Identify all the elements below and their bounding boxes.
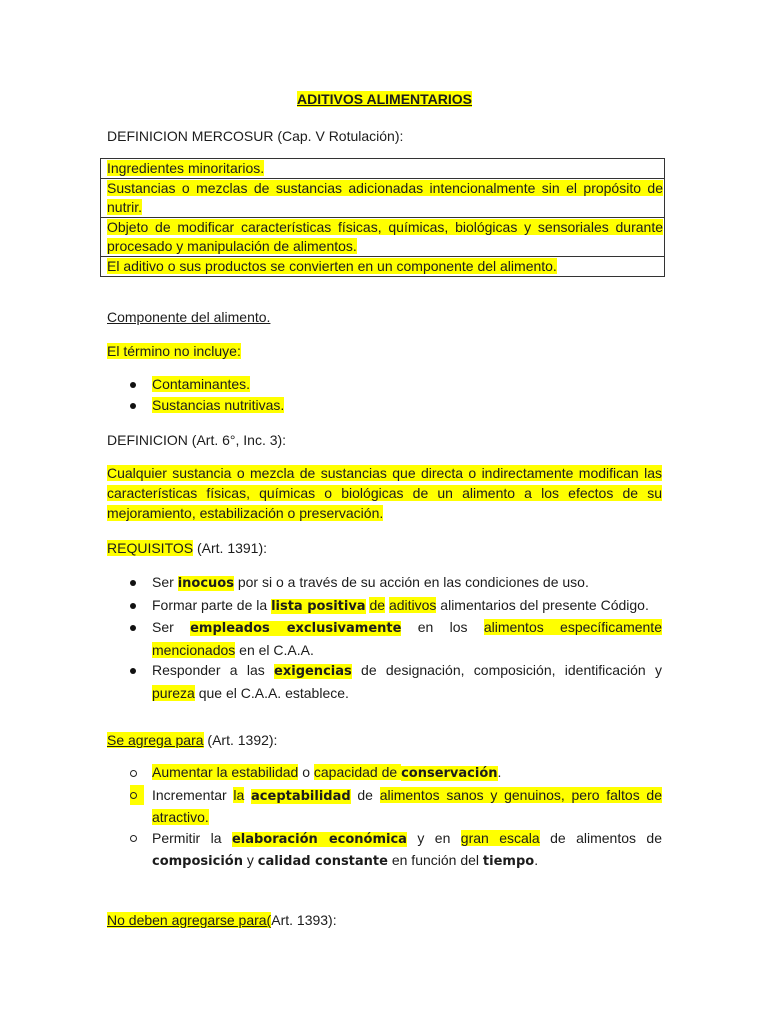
definition-art6-heading: DEFINICION (Art. 6°, Inc. 3): <box>107 432 287 448</box>
document-title <box>107 91 662 107</box>
table-cell: Ingredientes minoritarios. <box>107 160 265 176</box>
no-incluye-heading <box>107 341 241 361</box>
document-title-text: ADITIVOS ALIMENTARIOS <box>297 91 472 107</box>
list-item <box>107 785 662 828</box>
text-run: Aumentar la estabilidad <box>152 764 299 780</box>
list-item-text: Contaminantes. <box>152 376 251 392</box>
text-run: Incrementar <box>152 786 234 803</box>
requisitos-label: REQUISITOS <box>107 540 194 556</box>
text-run: Formar parte de la <box>152 596 272 613</box>
list-item <box>107 617 662 660</box>
text-run: . <box>497 764 502 780</box>
text-run: lista positiva <box>271 598 366 614</box>
text-run: inocuos <box>177 576 234 591</box>
text-run: de designación, composición, identificación y <box>351 662 662 678</box>
definition-table <box>100 158 665 277</box>
text-run: tiempo <box>482 854 535 869</box>
list-item <box>107 395 662 416</box>
text-run: y en <box>406 829 461 846</box>
text-run: gran escala <box>460 829 540 846</box>
list-item <box>107 374 662 395</box>
se-agrega-list <box>107 762 662 873</box>
text-run: . <box>534 852 539 868</box>
list-item-text: Sustancias nutritivas. <box>152 396 285 413</box>
text-run: en función del <box>387 852 483 868</box>
bullet-icon <box>130 595 144 616</box>
table-cell: Objeto de modificar características físicas, químicas, biológicas y sensoriales durante procesado y manipulación de alimentos. <box>107 219 663 254</box>
list-item <box>107 660 662 703</box>
text-run: Ser <box>152 619 191 635</box>
text-run: de <box>350 786 380 803</box>
no-deben-ref: Art. 1393): <box>271 912 337 928</box>
text-run: que el C.A.A. establece. <box>194 684 349 701</box>
text-run: empleados exclusivamente <box>190 621 402 636</box>
bullet-icon <box>130 572 144 593</box>
text-run: calidad constante <box>257 854 388 869</box>
text-run: capacidad de <box>313 764 402 780</box>
text-run: alimentos sanos y genuinos, pero faltos de atractivo. <box>152 786 662 825</box>
list-item <box>107 828 662 873</box>
text-run: de <box>369 596 386 613</box>
definition-mercosur-heading: DEFINICION MERCOSUR (Cap. V Rotulación): <box>107 128 404 144</box>
definition-art6-text: Cualquier sustancia o mezcla de sustancias que directa o indirectamente modifican las características físicas, químicas o biológicas de un alimento a los efectos de su mejoramiento, estabilización o preservación. <box>107 465 662 521</box>
text-run: de alimentos de <box>539 829 662 846</box>
bullet-icon <box>130 660 144 681</box>
table-cell: Sustancias o mezclas de sustancias adicionadas intencionalmente sin el propósito de nutrir. <box>107 180 663 215</box>
circle-bullet-icon <box>130 828 144 849</box>
list-item <box>107 572 662 595</box>
text-run: aditivos <box>388 596 437 613</box>
se-agrega-ref: (Art. 1392): <box>203 732 278 748</box>
text-run: exigencias <box>274 664 352 679</box>
text-run: en los <box>401 619 484 635</box>
text-run: pureza <box>152 684 195 701</box>
table-row <box>101 257 664 277</box>
bullet-icon <box>130 395 144 416</box>
componente-heading <box>107 307 270 327</box>
circle-bullet-icon <box>130 762 144 783</box>
text-run: en el C.A.A. <box>235 641 314 658</box>
requisitos-heading <box>107 538 267 558</box>
text-run: Permitir la <box>152 829 232 846</box>
table-row <box>101 159 664 179</box>
table-row <box>101 218 664 257</box>
circle-bullet-icon <box>130 785 144 806</box>
no-deben-label: No deben agregarse para( <box>107 912 272 928</box>
text-run: o <box>298 764 314 780</box>
text-run: conservación <box>401 766 498 781</box>
list-item <box>107 762 662 785</box>
no-deben-heading <box>107 910 337 930</box>
text-run: aceptabilidad <box>251 788 351 804</box>
componente-text: Componente del alimento. <box>107 309 271 325</box>
list-item <box>107 595 662 618</box>
requisitos-ref: (Art. 1391): <box>193 540 268 556</box>
excluded-list <box>107 374 662 415</box>
text-run: y <box>242 852 258 868</box>
bullet-icon <box>130 374 144 395</box>
text-run: elaboración económica <box>231 831 407 847</box>
text-run: la <box>233 786 245 803</box>
text-run: Responder a las <box>152 662 275 678</box>
se-agrega-heading <box>107 730 277 750</box>
text-run: Ser <box>152 574 178 590</box>
table-cell: El aditivo o sus productos se convierten en un componente del alimento. <box>107 258 557 274</box>
table-row <box>101 179 664 218</box>
text-run: por si o a través de su acción en las condiciones de uso. <box>233 574 589 590</box>
text-run: alimentos específicamente mencionados <box>152 619 662 658</box>
text-run: alimentarios del presente Código. <box>436 596 649 613</box>
definition-art6-paragraph <box>107 463 662 523</box>
text-run: composición <box>152 854 243 869</box>
requisitos-list <box>107 572 662 703</box>
bullet-icon <box>130 617 144 638</box>
no-incluye-text: El término no incluye: <box>107 343 241 359</box>
se-agrega-label: Se agrega para <box>107 732 204 748</box>
